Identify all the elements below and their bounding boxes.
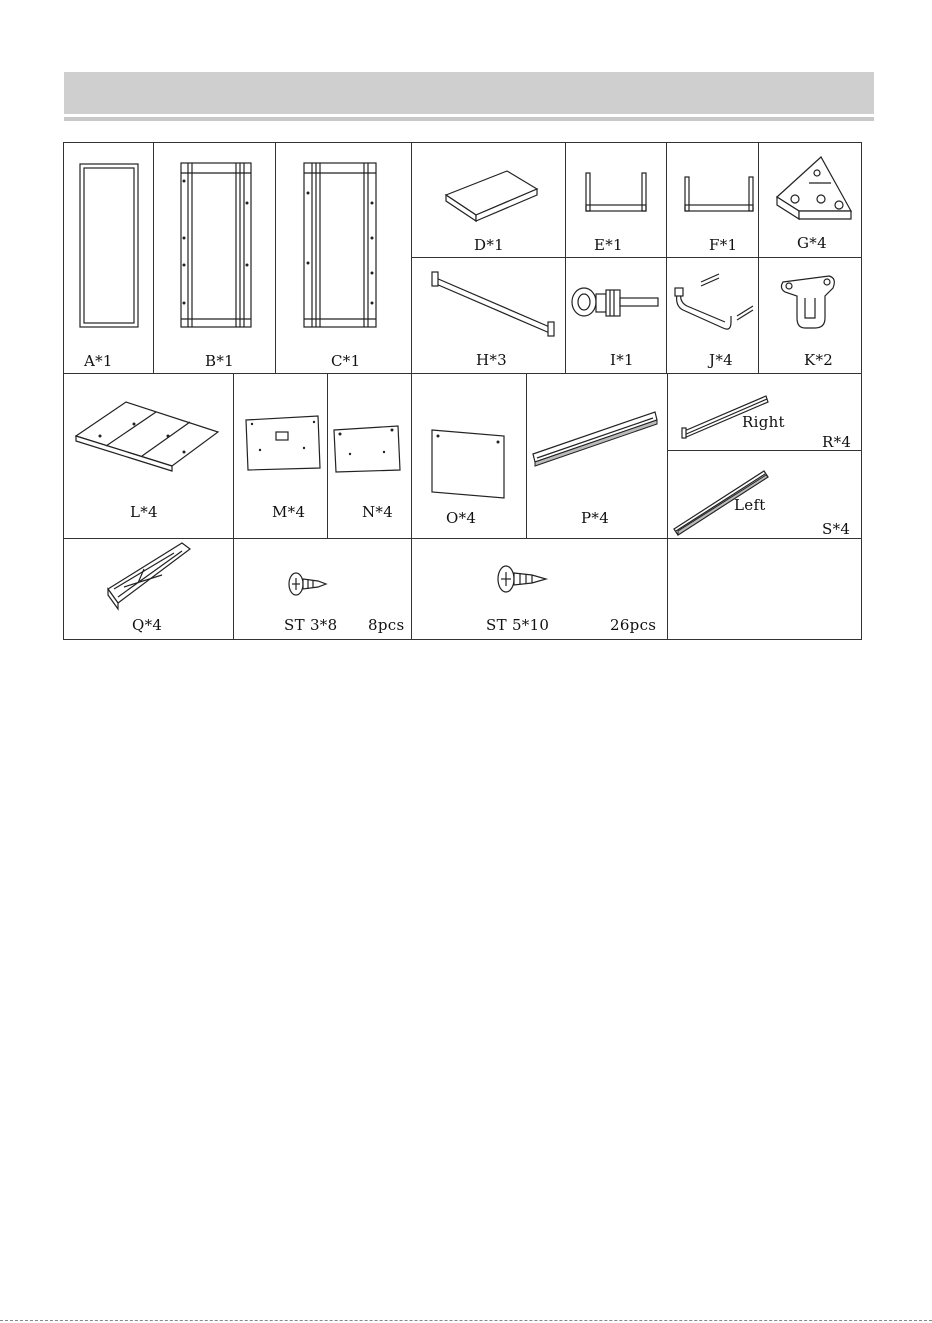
part-st38-cell <box>233 538 412 640</box>
parts-table <box>63 142 862 640</box>
part-st510-cell <box>411 538 668 640</box>
part-a-label: A*1 <box>84 352 113 370</box>
part-m-label: M*4 <box>272 503 306 521</box>
part-k-cell <box>758 257 862 374</box>
part-s-cell <box>667 450 862 539</box>
part-n-label: N*4 <box>362 503 394 521</box>
part-a-drawing <box>64 143 155 375</box>
header-rule <box>64 117 874 121</box>
page-bottom-rule <box>0 1320 932 1321</box>
part-r-cell <box>667 373 862 451</box>
part-l-label: L*4 <box>130 503 158 521</box>
part-a-cell <box>63 142 154 374</box>
part-st38-label: ST 3*8 <box>284 616 338 634</box>
part-d-cell <box>411 142 566 258</box>
header-bar <box>64 72 874 114</box>
part-k-label: K*2 <box>804 351 834 369</box>
part-c-drawing <box>276 143 413 375</box>
part-p-label: P*4 <box>581 509 610 527</box>
part-i-cell <box>565 257 667 374</box>
empty-cell <box>667 538 862 640</box>
part-j-cell <box>666 257 759 374</box>
part-q-cell <box>63 538 234 640</box>
part-b-drawing <box>154 143 277 375</box>
part-e-cell <box>565 142 667 258</box>
part-st510-qty: 26pcs <box>610 616 657 634</box>
part-h-label: H*3 <box>476 351 508 369</box>
part-g-label: G*4 <box>797 234 827 252</box>
part-h-cell <box>411 257 566 374</box>
part-o-cell <box>411 373 527 539</box>
part-g-cell <box>758 142 862 258</box>
part-st510-label: ST 5*10 <box>486 616 550 634</box>
part-q-label: Q*4 <box>132 616 163 634</box>
part-c-label: C*1 <box>331 352 361 370</box>
part-c-cell <box>275 142 412 374</box>
part-m-cell <box>233 373 328 539</box>
part-r-label: R*4 <box>822 433 852 451</box>
part-st38-qty: 8pcs <box>368 616 405 634</box>
part-p-cell <box>526 373 668 539</box>
part-d-label: D*1 <box>474 236 504 254</box>
part-b-label: B*1 <box>205 352 234 370</box>
part-l-cell <box>63 373 234 539</box>
part-s-label: S*4 <box>822 520 851 538</box>
part-f-cell <box>666 142 759 258</box>
part-j-label: J*4 <box>709 351 733 369</box>
part-b-cell <box>153 142 276 374</box>
part-f-label: F*1 <box>709 236 738 254</box>
part-e-label: E*1 <box>594 236 623 254</box>
part-n-cell <box>327 373 412 539</box>
part-s-side-label: Left <box>734 496 766 514</box>
part-r-side-label: Right <box>742 413 785 431</box>
part-o-label: O*4 <box>446 509 477 527</box>
part-i-label: I*1 <box>610 351 634 369</box>
